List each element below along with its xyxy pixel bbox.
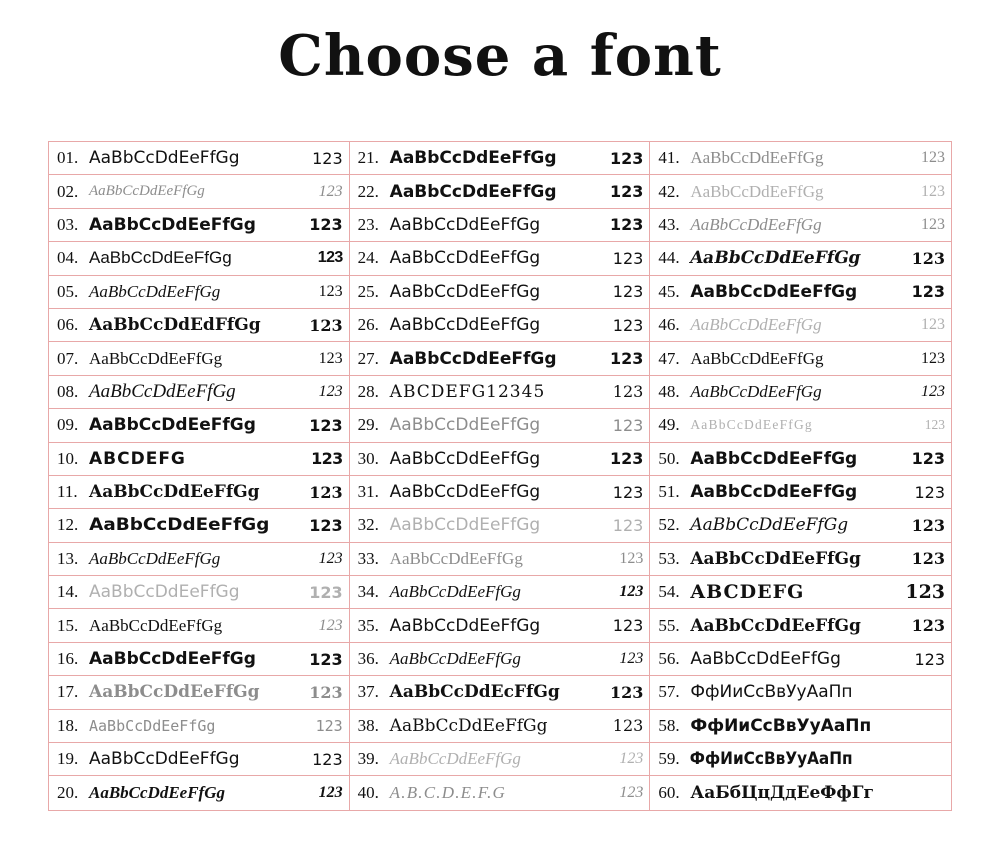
font-number: 36. <box>357 649 379 669</box>
font-sample-text: AaBbCcDdEeFfGg <box>89 248 232 268</box>
font-option-row[interactable] <box>49 776 349 809</box>
font-option-row[interactable] <box>350 676 650 709</box>
font-number: 40. <box>357 783 379 803</box>
font-number: 10. <box>57 448 79 468</box>
font-sample-digits: 123 <box>309 515 343 535</box>
font-option-row[interactable] <box>49 242 349 275</box>
font-option-row[interactable] <box>49 743 349 776</box>
font-option-row[interactable] <box>650 409 951 442</box>
font-number: 29. <box>357 415 379 435</box>
font-sample-digits: 123 <box>309 315 343 335</box>
font-sample-digits: 123 <box>612 482 644 502</box>
font-option-row[interactable] <box>650 142 951 175</box>
font-option-row[interactable] <box>650 476 951 509</box>
font-option-row[interactable] <box>650 676 951 709</box>
font-sample-digits: 123 <box>317 249 343 267</box>
font-sample-digits: 123 <box>612 515 644 535</box>
font-sample-digits: 123 <box>911 248 946 268</box>
font-option-row[interactable] <box>350 309 650 342</box>
font-chooser-page <box>0 23 1000 844</box>
font-number: 21. <box>357 148 379 168</box>
font-option-row[interactable] <box>49 443 349 476</box>
font-number: 05. <box>57 281 79 301</box>
font-sample-text: ABCDEFG <box>89 448 186 469</box>
font-sample-text: AaBbCcDdEeFfGg <box>89 281 221 301</box>
font-sample-text: A.B.C.D.E.F.G <box>389 783 507 803</box>
font-sample-text: AaBbCcDdEeFfGg <box>389 214 541 235</box>
font-option-row[interactable] <box>350 543 650 576</box>
font-option-row[interactable] <box>49 710 349 743</box>
font-sample-text: AaBbCcDdEeFfGg <box>690 181 824 201</box>
font-sample-text: AaBbCcDdEeFfGg <box>389 515 541 536</box>
font-sample-text: AaBbCcDdEeFfGg <box>89 183 205 200</box>
font-number: 42. <box>658 181 680 201</box>
font-number: 09. <box>57 415 79 435</box>
font-option-row[interactable] <box>650 643 951 676</box>
font-sample-digits: 123 <box>309 215 343 235</box>
font-number: 49. <box>658 415 680 435</box>
font-option-row[interactable] <box>350 643 650 676</box>
font-sample-text: AaBbCcDdEeFfGg <box>389 649 521 669</box>
font-number: 56. <box>658 649 680 669</box>
font-sample-digits: 123 <box>911 549 946 569</box>
font-number: 15. <box>57 615 79 635</box>
font-option-row[interactable] <box>350 276 650 309</box>
font-number: 45. <box>658 281 680 301</box>
font-sample-text: АаБбЦцДдЕеФфГг <box>690 783 874 804</box>
font-number: 52. <box>658 515 680 535</box>
font-option-row[interactable] <box>350 242 650 275</box>
font-number: 25. <box>357 281 379 301</box>
font-sample-digits: 123 <box>612 415 644 435</box>
font-option-row[interactable] <box>49 676 349 709</box>
font-number: 59. <box>658 749 680 769</box>
font-option-row[interactable] <box>49 409 349 442</box>
font-sample-digits: 123 <box>921 215 946 233</box>
font-number: 54. <box>658 582 680 602</box>
font-sample-digits: 123 <box>318 349 343 367</box>
font-sample-text: AaBbCcDdEeFfGg <box>690 281 858 302</box>
font-option-row[interactable] <box>49 276 349 309</box>
font-number: 57. <box>658 682 680 702</box>
font-sample-digits: 123 <box>309 649 343 669</box>
font-sample-text: AaBbCcDdEeFfGg <box>389 248 541 269</box>
font-sample-digits: 123 <box>609 349 644 369</box>
font-sample-text: AaBbCcDdEeFfGg <box>389 315 541 336</box>
font-number: 28. <box>357 381 379 401</box>
font-sample-text: AaBbCcDdEeFfGg <box>89 783 225 803</box>
font-sample-text: AaBbCcDdEcFfGg <box>389 682 560 703</box>
font-sample-text: AaBbCcDdEeFfGg <box>389 148 557 169</box>
font-sample-digits: 123 <box>311 449 343 469</box>
font-sample-digits: 123 <box>309 582 343 602</box>
font-sample-text: AaBbCcDdEeFfGg <box>389 582 521 602</box>
font-sample-text: AaBbCcDdEeFfGg <box>89 148 240 169</box>
font-option-row[interactable] <box>49 609 349 642</box>
font-option-row[interactable] <box>650 276 951 309</box>
font-option-row[interactable] <box>650 609 951 642</box>
font-sample-digits: 123 <box>312 749 343 769</box>
font-option-row[interactable] <box>350 576 650 609</box>
font-option-row[interactable] <box>650 209 951 242</box>
font-sample-digits: 123 <box>921 182 946 200</box>
font-sample-text: AaBbCcDdEeFfGg <box>690 381 822 401</box>
font-sample-text: ФфИиСсВвУуАаПп <box>690 682 853 703</box>
font-option-row[interactable] <box>650 743 951 776</box>
font-sample-text: AaBbCcDdEeFfGg <box>389 548 523 568</box>
font-number: 30. <box>357 448 379 468</box>
font-number: 31. <box>357 482 379 502</box>
font-sample-text: AaBbCcDdEeFfGg <box>89 615 223 635</box>
font-number: 03. <box>57 214 79 234</box>
font-option-row[interactable] <box>350 776 650 809</box>
font-option-row[interactable] <box>350 142 650 175</box>
font-sample-digits: 123 <box>921 349 946 367</box>
font-sample-digits: 123 <box>312 148 343 168</box>
font-number: 04. <box>57 248 79 268</box>
font-sample-digits: 123 <box>612 315 644 335</box>
font-option-row[interactable] <box>49 309 349 342</box>
font-sample-text: AaBbCcDdEeFfGg <box>389 448 541 469</box>
font-sample-text: AaBbCcDdEeFfGg <box>690 615 861 636</box>
font-number: 44. <box>658 248 680 268</box>
font-sample-text: AaBbCcDdEeFfGg <box>690 515 849 536</box>
font-number: 16. <box>57 649 79 669</box>
font-number: 27. <box>357 348 379 368</box>
font-sample-digits: 123 <box>921 382 946 400</box>
font-option-row[interactable] <box>650 776 951 809</box>
font-sample-digits: 123 <box>619 750 644 768</box>
font-number: 58. <box>658 715 680 735</box>
font-sample-text: AaBbCcDdEeFfGg <box>89 682 260 703</box>
font-sample-digits: 123 <box>318 616 343 634</box>
font-sample-digits: 123 <box>619 784 644 802</box>
font-number: 14. <box>57 582 79 602</box>
font-option-row[interactable] <box>49 543 349 576</box>
font-sample-digits: 123 <box>914 649 946 669</box>
font-sample-text: AaBbCcDdEeFfGg <box>89 649 256 670</box>
font-sample-digits: 123 <box>905 581 946 604</box>
font-number: 24. <box>357 248 379 268</box>
font-number: 22. <box>357 181 379 201</box>
font-sample-digits: 123 <box>612 282 644 302</box>
font-sample-text: AaBbCcDdEeFfGg <box>690 448 858 469</box>
font-option-row[interactable] <box>350 376 650 409</box>
font-sample-text: AaBbCcDdEeFfGg <box>688 248 863 269</box>
font-sample-text: AaBbCcDdEeFfGg <box>690 348 824 368</box>
font-sample-text: AaBbCcDdEeFfGg <box>389 281 541 302</box>
font-number: 41. <box>658 148 680 168</box>
font-option-row[interactable] <box>650 443 951 476</box>
font-sample-digits: 123 <box>612 716 644 736</box>
font-option-row[interactable] <box>350 342 650 375</box>
font-number: 38. <box>357 715 379 735</box>
font-number: 08. <box>57 381 79 401</box>
font-sample-text: AaBbCcDdEeFfGg <box>89 348 223 368</box>
font-sample-text: AaBbCcDdEeFfGg <box>690 482 858 503</box>
font-option-row[interactable] <box>650 175 951 208</box>
font-sample-text: AaBbCcDdEeFfGg <box>89 749 240 770</box>
font-sample-digits: 123 <box>309 482 343 502</box>
font-option-row[interactable] <box>350 476 650 509</box>
font-number: 12. <box>57 515 79 535</box>
font-sample-text: AaBbCcDdEeFfGg <box>690 649 841 670</box>
font-number: 48. <box>658 381 680 401</box>
font-sample-text: AaBbCcDdEeFfGg <box>389 749 521 769</box>
font-sample-digits: 123 <box>612 616 644 636</box>
font-option-row[interactable] <box>49 476 349 509</box>
font-number: 20. <box>57 783 79 803</box>
font-option-row[interactable] <box>650 242 951 275</box>
font-sample-text: AaBbCcDdEeFfGg <box>690 548 861 569</box>
font-number: 55. <box>658 615 680 635</box>
font-option-row[interactable] <box>650 309 951 342</box>
font-sample-digits: 123 <box>309 415 343 435</box>
font-sample-text: AaBbCcDdEeFfGg <box>89 482 260 503</box>
font-option-row[interactable] <box>49 576 349 609</box>
font-sample-text: AaBbCcDdEeFfGg <box>690 214 822 234</box>
font-sample-digits: 123 <box>315 716 343 735</box>
font-sample-digits: 123 <box>609 148 644 168</box>
font-option-row[interactable] <box>650 576 951 609</box>
font-sample-text: AaBbCcDdEeFfGg <box>89 415 256 436</box>
font-sample-text: AaBbCcDdEeFfGg <box>389 348 557 369</box>
font-option-row[interactable] <box>650 710 951 743</box>
font-option-row[interactable] <box>650 543 951 576</box>
font-sample-digits: 123 <box>318 282 343 300</box>
font-option-row[interactable] <box>350 209 650 242</box>
font-sample-text: ФфИиСсВвУуАаПп <box>690 715 872 736</box>
font-option-row[interactable] <box>350 710 650 743</box>
font-option-row[interactable] <box>49 342 349 375</box>
font-number: 18. <box>57 715 79 735</box>
font-sample-digits: 123 <box>318 784 343 802</box>
font-number: 32. <box>357 515 379 535</box>
font-number: 50. <box>658 448 680 468</box>
font-sample-text: AaBbCcDdEeFfGg <box>389 615 541 636</box>
font-sample-digits: 123 <box>911 515 946 535</box>
font-sample-digits: 123 <box>609 449 644 469</box>
font-number: 37. <box>357 682 379 702</box>
font-number: 13. <box>57 548 79 568</box>
font-number: 46. <box>658 315 680 335</box>
font-column <box>650 142 951 810</box>
font-option-row[interactable] <box>49 209 349 242</box>
font-option-row[interactable] <box>350 443 650 476</box>
font-number: 33. <box>357 548 379 568</box>
font-sample-digits: 123 <box>609 682 644 702</box>
font-sample-text: ABCDEFG12345 <box>389 381 546 402</box>
font-option-row[interactable] <box>650 376 951 409</box>
font-sample-text: AaBbCcDdEeFfGg <box>389 482 541 503</box>
font-sample-text: AaBbCcDdEeFfGg <box>389 181 557 202</box>
font-sample-digits: 123 <box>609 182 644 202</box>
font-sample-digits: 123 <box>612 248 644 268</box>
font-sample-digits: 123 <box>921 149 946 167</box>
font-sample-text: AaBbCcDdEeFfGg <box>389 715 548 736</box>
font-option-row[interactable] <box>49 643 349 676</box>
font-option-row[interactable] <box>49 142 349 175</box>
font-sample-digits: 123 <box>911 616 946 636</box>
font-option-row[interactable] <box>650 342 951 375</box>
font-number: 53. <box>658 548 680 568</box>
font-column <box>350 142 651 810</box>
font-number: 06. <box>57 315 79 335</box>
font-sample-digits: 123 <box>318 549 343 567</box>
font-number: 02. <box>57 181 79 201</box>
font-sample-text: ABCDEFG <box>690 581 805 604</box>
font-number: 19. <box>57 749 79 769</box>
font-sample-text: AaBbCcDdEeFfGg <box>690 315 822 335</box>
font-sample-digits: 123 <box>612 382 644 402</box>
font-number: 07. <box>57 348 79 368</box>
font-sample-digits: 123 <box>619 549 644 567</box>
font-number: 26. <box>357 315 379 335</box>
font-number: 39. <box>357 749 379 769</box>
font-number: 47. <box>658 348 680 368</box>
font-number: 60. <box>658 783 680 803</box>
font-number: 43. <box>658 214 680 234</box>
font-sample-digits: 123 <box>318 382 343 400</box>
font-option-row[interactable] <box>650 509 951 542</box>
font-number: 51. <box>658 482 680 502</box>
font-number: 01. <box>57 148 79 168</box>
font-number: 34. <box>357 582 379 602</box>
font-option-row[interactable] <box>350 509 650 542</box>
font-sample-digits: 123 <box>309 682 343 702</box>
font-sample-digits: 123 <box>619 583 644 601</box>
font-number: 23. <box>357 214 379 234</box>
font-sample-digits: 123 <box>911 282 946 302</box>
font-sample-digits: 123 <box>318 182 343 200</box>
font-sample-text: AaBbCcDdEeFfGg <box>89 515 270 536</box>
font-sample-digits: 123 <box>921 316 946 334</box>
font-sample-text: AaBbCcDdEeFfGg <box>690 148 824 168</box>
font-sample-text: AaBbCcDdEeFfGg <box>89 380 236 402</box>
font-sample-text: AaBbCcDdEeFfGg <box>89 716 216 735</box>
font-sample-text: AaBbCcDdEeFfGg <box>389 415 541 436</box>
font-option-row[interactable] <box>350 609 650 642</box>
font-option-row[interactable] <box>350 175 650 208</box>
font-sample-digits: 123 <box>619 650 644 668</box>
page-title: Choose a font <box>278 23 722 89</box>
font-number: 35. <box>357 615 379 635</box>
font-option-row[interactable] <box>49 509 349 542</box>
font-sample-text: AaBbCcDdEeFfGg <box>89 214 256 235</box>
font-option-row[interactable] <box>350 409 650 442</box>
font-sample-text: AaBbCcDdEeFfGg <box>89 582 240 603</box>
font-sample-text: ФфИиСсВвУуАаПп <box>690 749 853 770</box>
font-specimen-grid <box>48 141 952 811</box>
font-number: 17. <box>57 682 79 702</box>
font-sample-text: AaBbCcDdEeFfGg <box>89 548 221 568</box>
font-column <box>49 142 350 810</box>
font-sample-digits: 123 <box>911 449 946 469</box>
font-sample-digits: 123 <box>914 482 946 502</box>
font-option-row[interactable] <box>49 376 349 409</box>
font-option-row[interactable] <box>49 175 349 208</box>
font-sample-text: AaBbCcDdEeFfGg <box>690 417 813 433</box>
font-sample-digits: 123 <box>609 215 644 235</box>
font-sample-text: AaBbCcDdEdFfGg <box>89 315 261 336</box>
font-sample-digits: 123 <box>924 417 946 433</box>
font-number: 11. <box>57 482 78 502</box>
font-option-row[interactable] <box>350 743 650 776</box>
